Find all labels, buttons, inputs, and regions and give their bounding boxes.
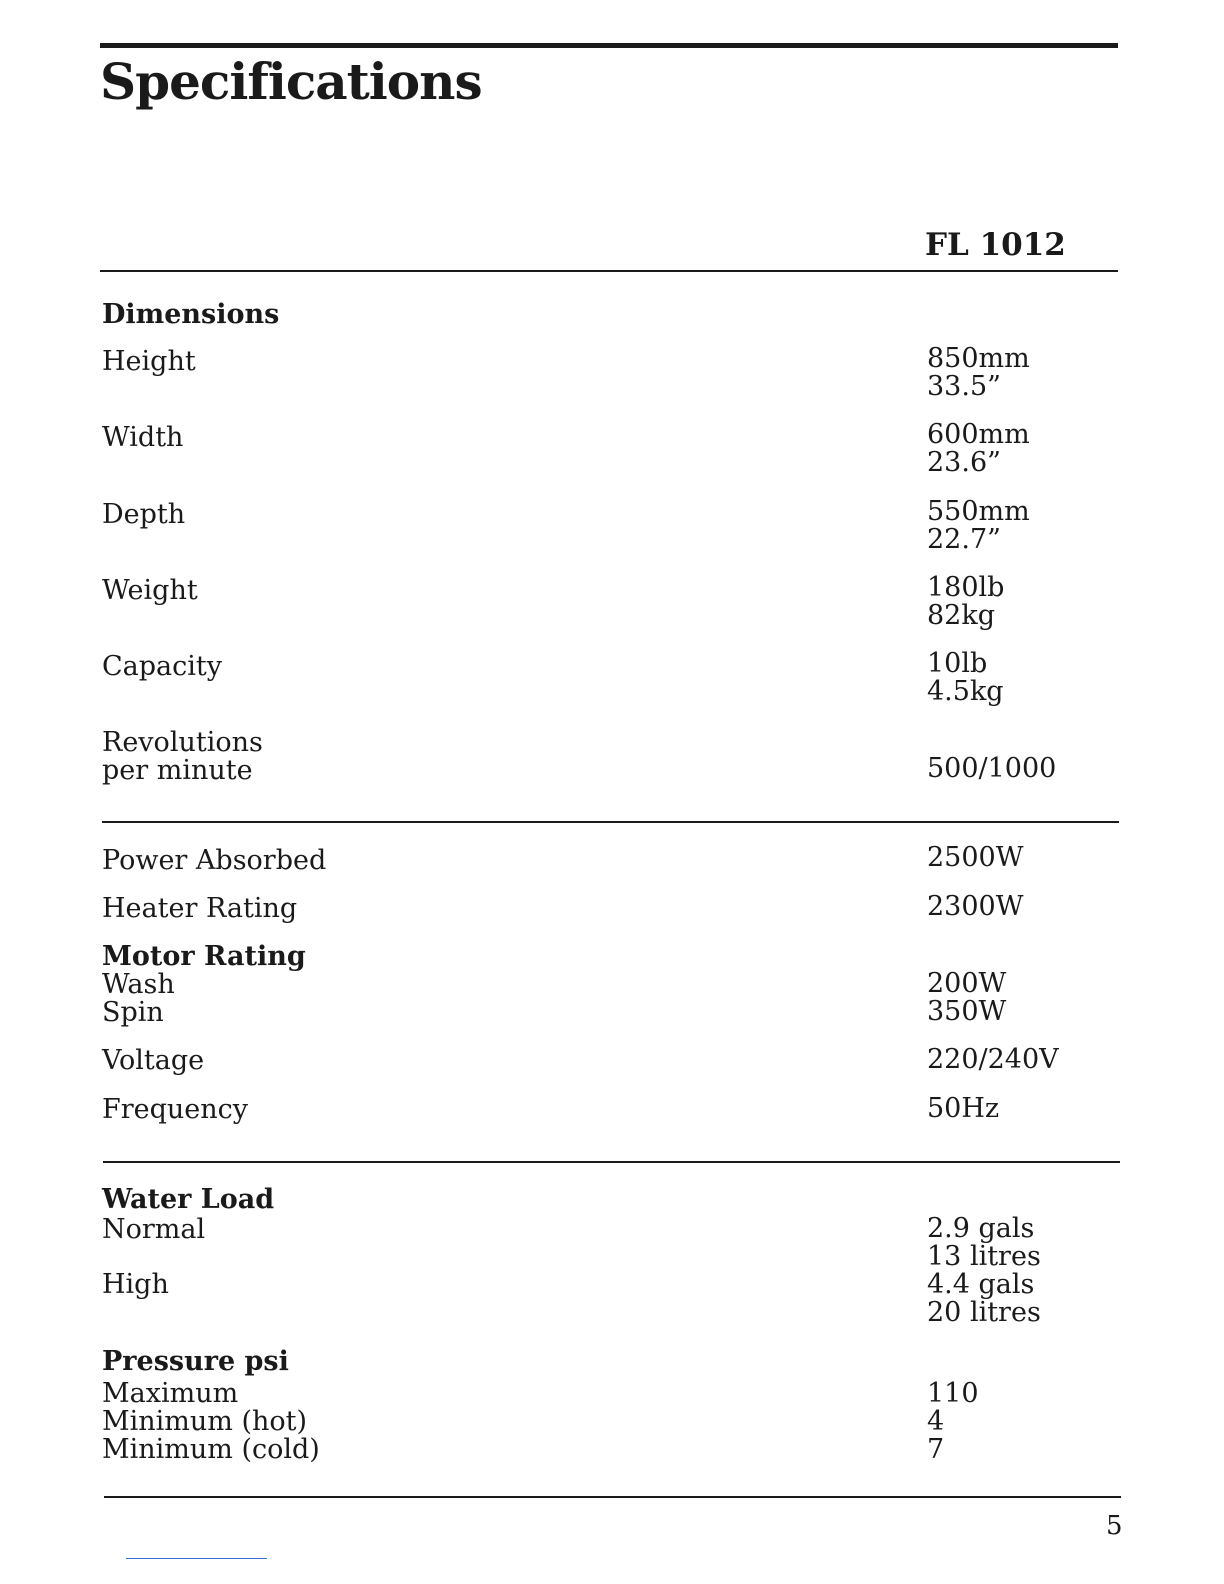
high-label: High xyxy=(102,1269,169,1300)
frequency-value: 50Hz xyxy=(927,1093,1000,1124)
frequency-label: Frequency xyxy=(102,1094,249,1125)
pressure-heading: Pressure psi xyxy=(102,1346,289,1377)
motor-rating-heading: Motor Rating xyxy=(102,941,306,972)
high-value-litres: 20 litres xyxy=(927,1297,1041,1328)
depth-value-in: 22.7” xyxy=(927,524,1001,555)
weight-label: Weight xyxy=(102,575,198,606)
water-load-heading: Water Load xyxy=(102,1184,275,1215)
heater-label: Heater Rating xyxy=(102,893,298,924)
height-value-mm: 850mm xyxy=(927,343,1030,374)
weight-value-lb: 180lb xyxy=(927,572,1005,603)
high-value-gals: 4.4 gals xyxy=(927,1269,1035,1300)
width-value-in: 23.6” xyxy=(927,447,1001,478)
page-title: Specifications xyxy=(100,52,482,111)
power-label: Power Absorbed xyxy=(102,845,327,876)
height-value-in: 33.5” xyxy=(927,371,1001,402)
page-number: 5 xyxy=(1106,1511,1123,1541)
height-label: Height xyxy=(102,346,196,377)
voltage-label: Voltage xyxy=(102,1045,205,1076)
capacity-value-lb: 10lb xyxy=(927,648,988,679)
min-cold-value: 7 xyxy=(927,1434,945,1465)
voltage-value: 220/240V xyxy=(927,1044,1059,1075)
maximum-value: 110 xyxy=(927,1378,979,1409)
section-rule-2 xyxy=(103,1161,1120,1163)
width-label: Width xyxy=(102,422,184,453)
heater-value: 2300W xyxy=(927,891,1024,922)
top-rule xyxy=(100,43,1118,48)
rpm-label-line2: per minute xyxy=(102,755,253,786)
rpm-label-line1: Revolutions xyxy=(102,727,263,758)
section-rule-1 xyxy=(102,821,1119,823)
min-hot-value: 4 xyxy=(927,1406,945,1437)
model-heading: FL 1012 xyxy=(925,227,1066,263)
depth-label: Depth xyxy=(102,499,186,530)
header-rule xyxy=(100,270,1118,272)
rpm-value: 500/1000 xyxy=(927,753,1057,784)
bottom-rule xyxy=(104,1496,1121,1498)
wash-label: Wash xyxy=(102,969,175,1000)
width-value-mm: 600mm xyxy=(927,419,1030,450)
depth-value-mm: 550mm xyxy=(927,496,1030,527)
capacity-value-kg: 4.5kg xyxy=(927,676,1004,707)
min-hot-label: Minimum (hot) xyxy=(102,1406,308,1437)
spin-label: Spin xyxy=(102,997,164,1028)
normal-value-litres: 13 litres xyxy=(927,1241,1041,1272)
power-value: 2500W xyxy=(927,842,1024,873)
footer-link-underline xyxy=(126,1558,267,1559)
dimensions-heading: Dimensions xyxy=(102,299,280,330)
min-cold-label: Minimum (cold) xyxy=(102,1434,320,1465)
wash-value: 200W xyxy=(927,968,1007,999)
maximum-label: Maximum xyxy=(102,1378,239,1409)
normal-value-gals: 2.9 gals xyxy=(927,1213,1035,1244)
spin-value: 350W xyxy=(927,996,1007,1027)
capacity-label: Capacity xyxy=(102,651,222,682)
weight-value-kg: 82kg xyxy=(927,600,996,631)
normal-label: Normal xyxy=(102,1214,206,1245)
